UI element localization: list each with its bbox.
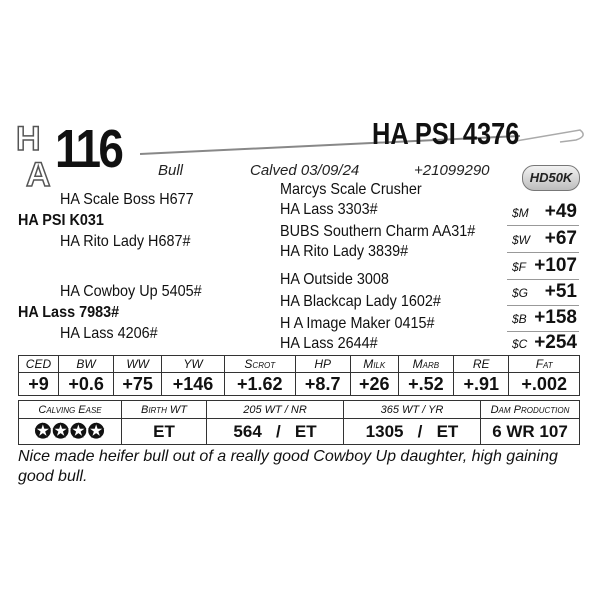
registration-number: +21099290 bbox=[414, 162, 490, 179]
epd-header: RE bbox=[454, 356, 509, 373]
sex-label: Bull bbox=[158, 162, 184, 179]
epd-value: +146 bbox=[162, 373, 225, 396]
sire-sire-dam: HA Lass 3303# bbox=[280, 201, 378, 218]
sire-dam: HA Rito Lady H687# bbox=[60, 233, 191, 250]
calving-ease-stars: ✪✪✪✪ bbox=[19, 419, 122, 445]
dam-sire-sire: HA Outside 3008 bbox=[280, 271, 389, 288]
performance-table bbox=[18, 400, 580, 445]
sire-dam-sire: BUBS Southern Charm AA31# bbox=[280, 223, 476, 240]
epd-value: +.002 bbox=[509, 373, 580, 396]
epd-value: +.91 bbox=[454, 373, 509, 396]
index-m: $M +49 bbox=[507, 199, 579, 226]
dam-dam: HA Lass 4206# bbox=[60, 325, 158, 342]
perf-header: 365 WT / YR bbox=[344, 401, 481, 419]
animal-name: HA PSI 4376 bbox=[372, 116, 520, 151]
dam-sire: HA Cowboy Up 5405# bbox=[60, 283, 202, 300]
comment-text: Nice made heifer bull out of a really good Cowboy Up daughter, high gaining good bull. bbox=[18, 448, 558, 485]
swoosh-line bbox=[140, 124, 590, 164]
epd-header: Milk bbox=[350, 356, 398, 373]
perf-header: Birth WT bbox=[122, 401, 207, 419]
hd50k-badge: HD50K bbox=[522, 165, 580, 191]
lot-number: 116 bbox=[55, 119, 122, 179]
epd-header: BW bbox=[58, 356, 113, 373]
epd-header: Scrot bbox=[225, 356, 296, 373]
epd-header: YW bbox=[162, 356, 225, 373]
dam-production: 6 WR 107 bbox=[481, 419, 580, 445]
wt365-cell: 1305 / ET bbox=[344, 419, 481, 445]
perf-header: 205 WT / NR bbox=[207, 401, 344, 419]
sire-sire-sire: Marcys Scale Crusher bbox=[280, 181, 422, 198]
epd-header: CED bbox=[19, 356, 59, 373]
epd-table bbox=[18, 355, 580, 396]
epd-header: Fat bbox=[509, 356, 580, 373]
epd-value: +8.7 bbox=[295, 373, 350, 396]
wt205-cell: 564 / ET bbox=[207, 419, 344, 445]
index-b: $B +158 bbox=[507, 305, 579, 332]
index-g: $G +51 bbox=[507, 279, 579, 306]
epd-header: HP bbox=[295, 356, 350, 373]
epd-value: +75 bbox=[114, 373, 162, 396]
dam-sire-dam: HA Blackcap Lady 1602# bbox=[280, 293, 441, 310]
svg-text:H: H bbox=[16, 120, 41, 158]
index-f: $F +107 bbox=[507, 253, 579, 280]
index-c: $C +254 bbox=[512, 332, 577, 353]
epd-value: +1.62 bbox=[225, 373, 296, 396]
dam-dam-dam: HA Lass 2644# bbox=[280, 335, 378, 352]
index-w: $W +67 bbox=[507, 226, 579, 253]
perf-header: Calving Ease bbox=[19, 401, 122, 419]
epd-value: +26 bbox=[350, 373, 398, 396]
sire: HA PSI K031 bbox=[18, 212, 104, 229]
epd-value: +9 bbox=[19, 373, 59, 396]
ha-logo bbox=[14, 120, 56, 190]
birth-weight: ET bbox=[122, 419, 207, 445]
epd-header: WW bbox=[114, 356, 162, 373]
dam: HA Lass 7983# bbox=[18, 304, 120, 321]
sire-sire: HA Scale Boss H677 bbox=[60, 191, 194, 208]
calved-date: Calved 03/09/24 bbox=[250, 162, 360, 179]
epd-header: Marb bbox=[398, 356, 453, 373]
perf-header: Dam Production bbox=[481, 401, 580, 419]
epd-value: +.52 bbox=[398, 373, 453, 396]
sire-dam-dam: HA Rito Lady 3839# bbox=[280, 243, 409, 260]
epd-value: +0.6 bbox=[58, 373, 113, 396]
dam-dam-sire: H A Image Maker 0415# bbox=[280, 315, 435, 332]
svg-text:A: A bbox=[26, 156, 51, 190]
